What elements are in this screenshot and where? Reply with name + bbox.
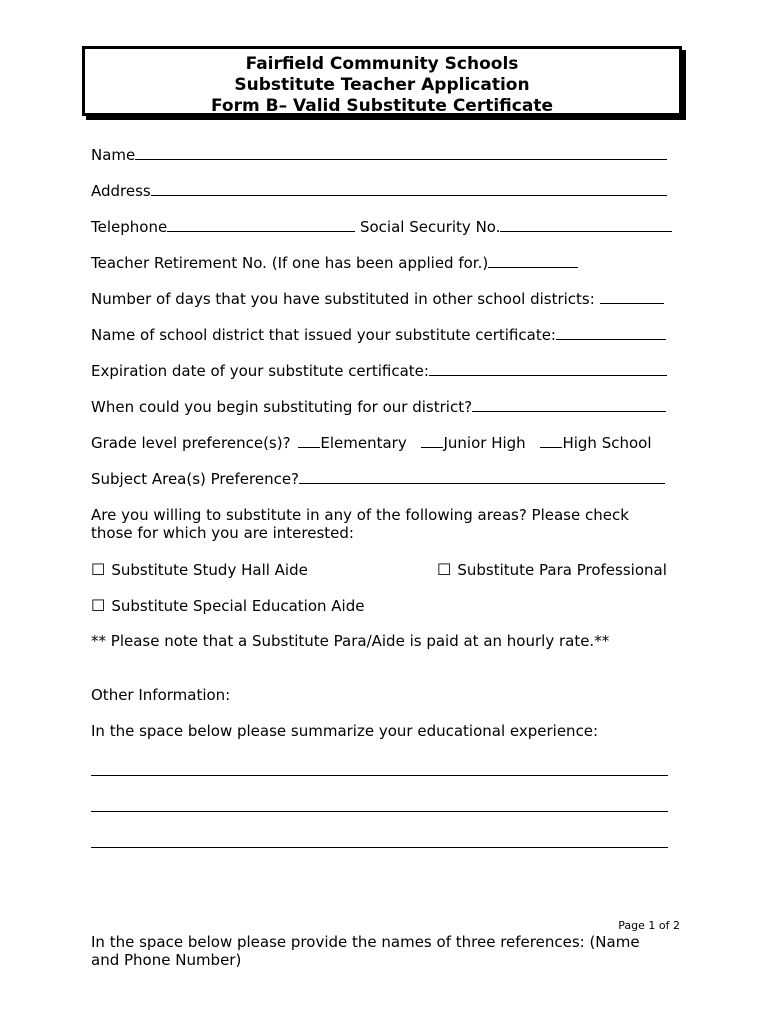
expiration-label: Expiration date of your substitute certificate: <box>91 362 429 380</box>
experience-line-3[interactable] <box>91 847 668 848</box>
grade-label: Grade level preference(s)? <box>91 434 291 452</box>
begin-row <box>91 398 666 416</box>
address-row <box>91 182 667 200</box>
study-hall-label: Substitute Study Hall Aide <box>111 561 308 579</box>
para-professional-checkbox[interactable]: ☐ <box>437 560 452 579</box>
subject-field[interactable] <box>299 471 665 484</box>
junior-high-label: Junior High <box>443 434 526 452</box>
application-title: Substitute Teacher Application <box>234 75 530 95</box>
district-label: Name of school district that issued your substitute certificate: <box>91 326 556 344</box>
special-ed-label: Substitute Special Education Aide <box>111 597 365 615</box>
ssn-field[interactable] <box>500 219 672 232</box>
high-school-label: High School <box>562 434 652 452</box>
telephone-field[interactable] <box>167 219 355 232</box>
experience-line-1[interactable] <box>91 775 668 776</box>
subject-label: Subject Area(s) Preference? <box>91 470 300 488</box>
junior-high-check[interactable] <box>421 435 443 448</box>
name-label: Name <box>91 146 136 164</box>
special-ed-checkbox[interactable]: ☐ <box>91 596 106 615</box>
address-field[interactable] <box>151 183 667 196</box>
expiration-field[interactable] <box>429 363 667 376</box>
expiration-row <box>91 362 667 380</box>
form-subtitle: Form B– Valid Substitute Certificate <box>211 96 553 116</box>
days-label: Number of days that you have substituted in other school districts: <box>91 290 595 308</box>
other-info-heading: Other Information: <box>91 686 231 704</box>
experience-line-2[interactable] <box>91 811 668 812</box>
para-professional-option[interactable] <box>437 560 667 579</box>
subject-row <box>91 470 665 488</box>
name-field[interactable] <box>135 147 667 160</box>
high-school-check[interactable] <box>540 435 562 448</box>
experience-prompt: In the space below please summarize your educational experience: <box>91 722 599 740</box>
references-prompt-cont: and Phone Number) <box>91 951 242 969</box>
study-hall-option[interactable] <box>91 560 308 579</box>
begin-field[interactable] <box>472 399 666 412</box>
study-hall-checkbox[interactable]: ☐ <box>91 560 106 579</box>
areas-question-cont: those for which you are interested: <box>91 524 354 542</box>
form-title-box <box>82 46 682 116</box>
district-row <box>91 326 666 344</box>
retirement-label: Teacher Retirement No. (If one has been applied for.) <box>91 254 489 272</box>
special-ed-option[interactable] <box>91 596 364 615</box>
elementary-label: Elementary <box>320 434 407 452</box>
school-name: Fairfield Community Schools <box>245 54 519 74</box>
page-number: Page 1 of 2 <box>618 919 680 932</box>
grade-row <box>91 434 652 452</box>
retirement-row <box>91 254 578 272</box>
retirement-field[interactable] <box>488 255 578 268</box>
district-field[interactable] <box>556 327 666 340</box>
elementary-check[interactable] <box>298 435 320 448</box>
areas-question: Are you willing to substitute in any of the following areas? Please check <box>91 506 629 524</box>
telephone-label: Telephone <box>91 218 168 236</box>
telephone-row <box>91 218 672 236</box>
name-row <box>91 146 667 164</box>
hourly-rate-note: ** Please note that a Substitute Para/Aide is paid at an hourly rate.** <box>91 632 610 650</box>
begin-label: When could you begin substituting for our district? <box>91 398 473 416</box>
para-professional-label: Substitute Para Professional <box>457 561 667 579</box>
days-row <box>91 290 664 308</box>
address-label: Address <box>91 182 151 200</box>
references-prompt: In the space below please provide the names of three references: (Name <box>91 933 640 951</box>
ssn-label: Social Security No. <box>359 218 501 236</box>
days-field[interactable] <box>600 291 664 304</box>
